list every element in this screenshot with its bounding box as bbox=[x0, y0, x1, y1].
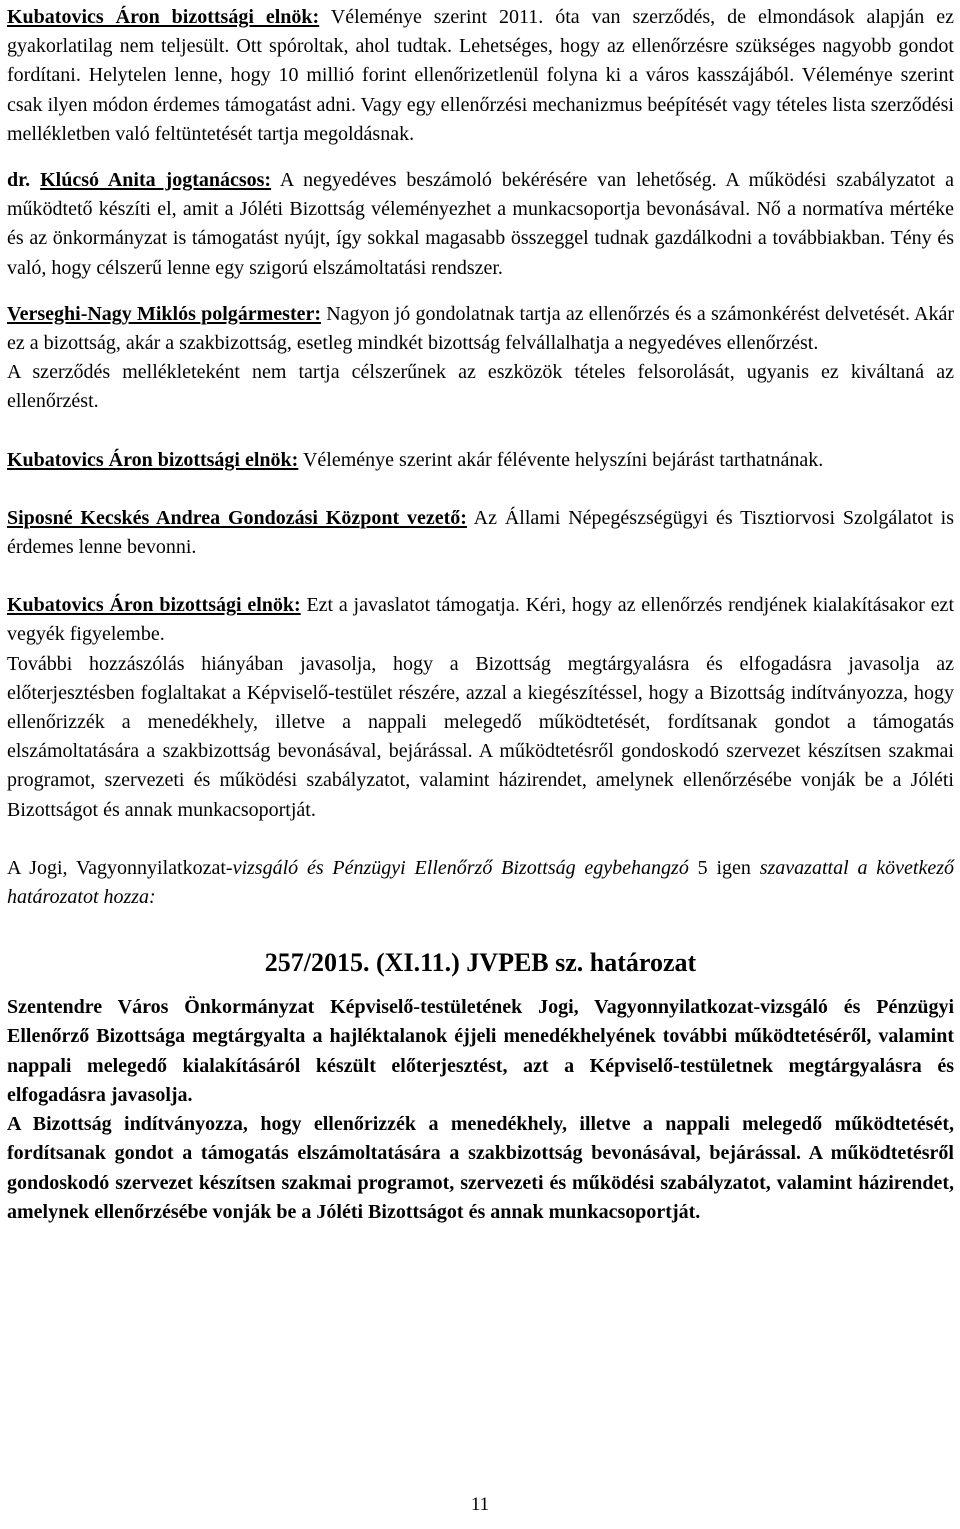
speaker-name: Kubatovics Áron bizottsági elnök: bbox=[7, 6, 320, 28]
page-number: 11 bbox=[470, 1494, 490, 1515]
paragraph-text: Az Állami Népegészségügyi és Tisztiorvosi Szolgálatot is érdemes lenne bevonni. bbox=[7, 506, 954, 559]
paragraph-verseghi-cont bbox=[7, 358, 954, 416]
paragraph-text: Véleménye szerint akár félévente helyszíni bejárást tarthatnának. bbox=[298, 448, 824, 471]
paragraph-text: Véleménye szerint 2011. óta van szerződés, de elmondások alapján ez gyakorlatilag nem teljesült. Ott spóroltak, ahol tudtak. Lehetséges, hogy az ellenőrzésre szükséges nagyobb gondot fordítani. Helytelen lenne, hogy 10 millió forint ellenőrizetlenül folyna ki a város kasszájából. Véleménye szerint csak ilyen módon érdemes támogatást adni. Vagy egy ellenőrzési mechanizmus beépítését vagy tételes lista szerződési mellékletben való feltüntetését tartja megoldásnak. bbox=[7, 6, 954, 145]
speaker-name: Klúcsó Anita jogtanácsos: bbox=[40, 169, 272, 192]
paragraph-kubatovics-2 bbox=[7, 446, 954, 475]
paragraph-text: A szerződés mellékleteként nem tartja célszerűnek az eszközök tételes felsorolását, ugyanis ez kiváltaná az ellenőrzést. bbox=[7, 361, 954, 413]
paragraph-kubatovics-1 bbox=[7, 3, 954, 149]
resolution-title: 257/2015. (XI.11.) JVPEB sz. határozat bbox=[264, 948, 697, 978]
paragraph-kubatovics-3 bbox=[7, 591, 954, 649]
vote-text-4: szavazattal a következő határozatot hozza: bbox=[7, 856, 954, 909]
paragraph-verseghi bbox=[7, 300, 954, 358]
paragraph-klucso bbox=[7, 166, 954, 283]
resolution-paragraph-2: A Bizottság indítványozza, hogy ellenőrizzék a menedékhely, illetve a nappali melegedő működtetését, fordítsanak gondot a támogatás elszámoltatására a szakbizottság bevonásával, bejárással. A működtetésről gondoskodó szervezet készítsen szakmai programot, szervezeti és működési szabályzatot, valamint házirendet, amelynek ellenőrzésébe vonják be a Jóléti Bizottságot és annak munkacsoportját. bbox=[7, 1113, 954, 1223]
speaker-name: Kubatovics Áron bizottsági elnök: bbox=[7, 594, 301, 617]
paragraph-kubatovics-3-cont bbox=[7, 650, 954, 825]
paragraph-text: Nagyon jó gondolatnak tartja az ellenőrzés és a számonkérést delvetését. Akár ez a bizottság, akár a szakbizottság, esetleg mindkét bizottság felvállalhatja a negyedéves ellenőrzést. bbox=[7, 302, 955, 355]
speaker-prefix: dr. bbox=[7, 169, 31, 192]
speaker-name: Siposné Kecskés Andrea Gondozási Központ vezető: bbox=[7, 506, 467, 529]
vote-text-1: A Jogi, Vagyonnyilatkozat- bbox=[7, 856, 233, 879]
paragraph-text: További hozzászólás hiányában javasolja, hogy a Bizottság megtárgyalásra és elfogadásra javasolja az előterjesztésben foglaltakat a Képviselő-testület részére, azzal a kiegészítéssel, hogy a Bizottság indítványozza, hogy ellenőrizzék a menedékhely, illetve a nappali melegedő működtetését, fordítsanak gondot a támogatás elszámoltatására a szakbizottság bevonásával, bejárással. A működtetésről gondoskodó szervezet készítsen szakmai programot, szervezeti és működési szabályzatot, valamint házirendet, amelynek ellenőrzésébe vonják be a Jóléti Bizottságot és annak munkacsoportját. bbox=[7, 652, 954, 821]
vote-text-2: vizsgáló és Pénzügyi Ellenőrző Bizottság egybehangzó bbox=[232, 856, 689, 879]
speaker-name: Kubatovics Áron bizottsági elnök: bbox=[7, 448, 299, 471]
paragraph-siposne bbox=[7, 504, 954, 562]
document-page bbox=[7, 3, 954, 1227]
resolution-paragraph-1: Szentendre Város Önkormányzat Képviselő-testületének Jogi, Vagyonnyilatkozat-vizsgáló és Pénzügyi Ellenőrző Bizottsága megtárgyalta a hajléktalanok éjjeli menedékhelyének további működtetéséről, valamint nappali melegedő kialakításáról készült előterjesztést, azt a Képviselő-testületnek megtárgyalásra és elfogadásra javasolja. bbox=[7, 996, 954, 1106]
paragraph-text: A negyedéves beszámoló bekérésére van lehetőség. A működési szabályzatot a működtető készíti el, amit a Jóléti Bizottság véleményezhet a munkacsoportja bevonásával. Nő a normatíva mértéke és az önkormányzat is támogatást nyújt, így sokkal magasabb összeggel tudnak gazdálkodni a továbbiakban. Tény és való, hogy célszerű lenne egy szigorú elszámoltatási rendszer. bbox=[7, 169, 955, 279]
vote-text-3: 5 igen bbox=[688, 856, 760, 879]
speaker-name: Verseghi-Nagy Miklós polgármester: bbox=[7, 302, 322, 325]
vote-statement bbox=[7, 854, 954, 912]
paragraph-text: Ezt a javaslatot támogatja. Kéri, hogy az ellenőrzés rendjének kialakításakor ezt vegyék figyelembe. bbox=[7, 594, 954, 646]
